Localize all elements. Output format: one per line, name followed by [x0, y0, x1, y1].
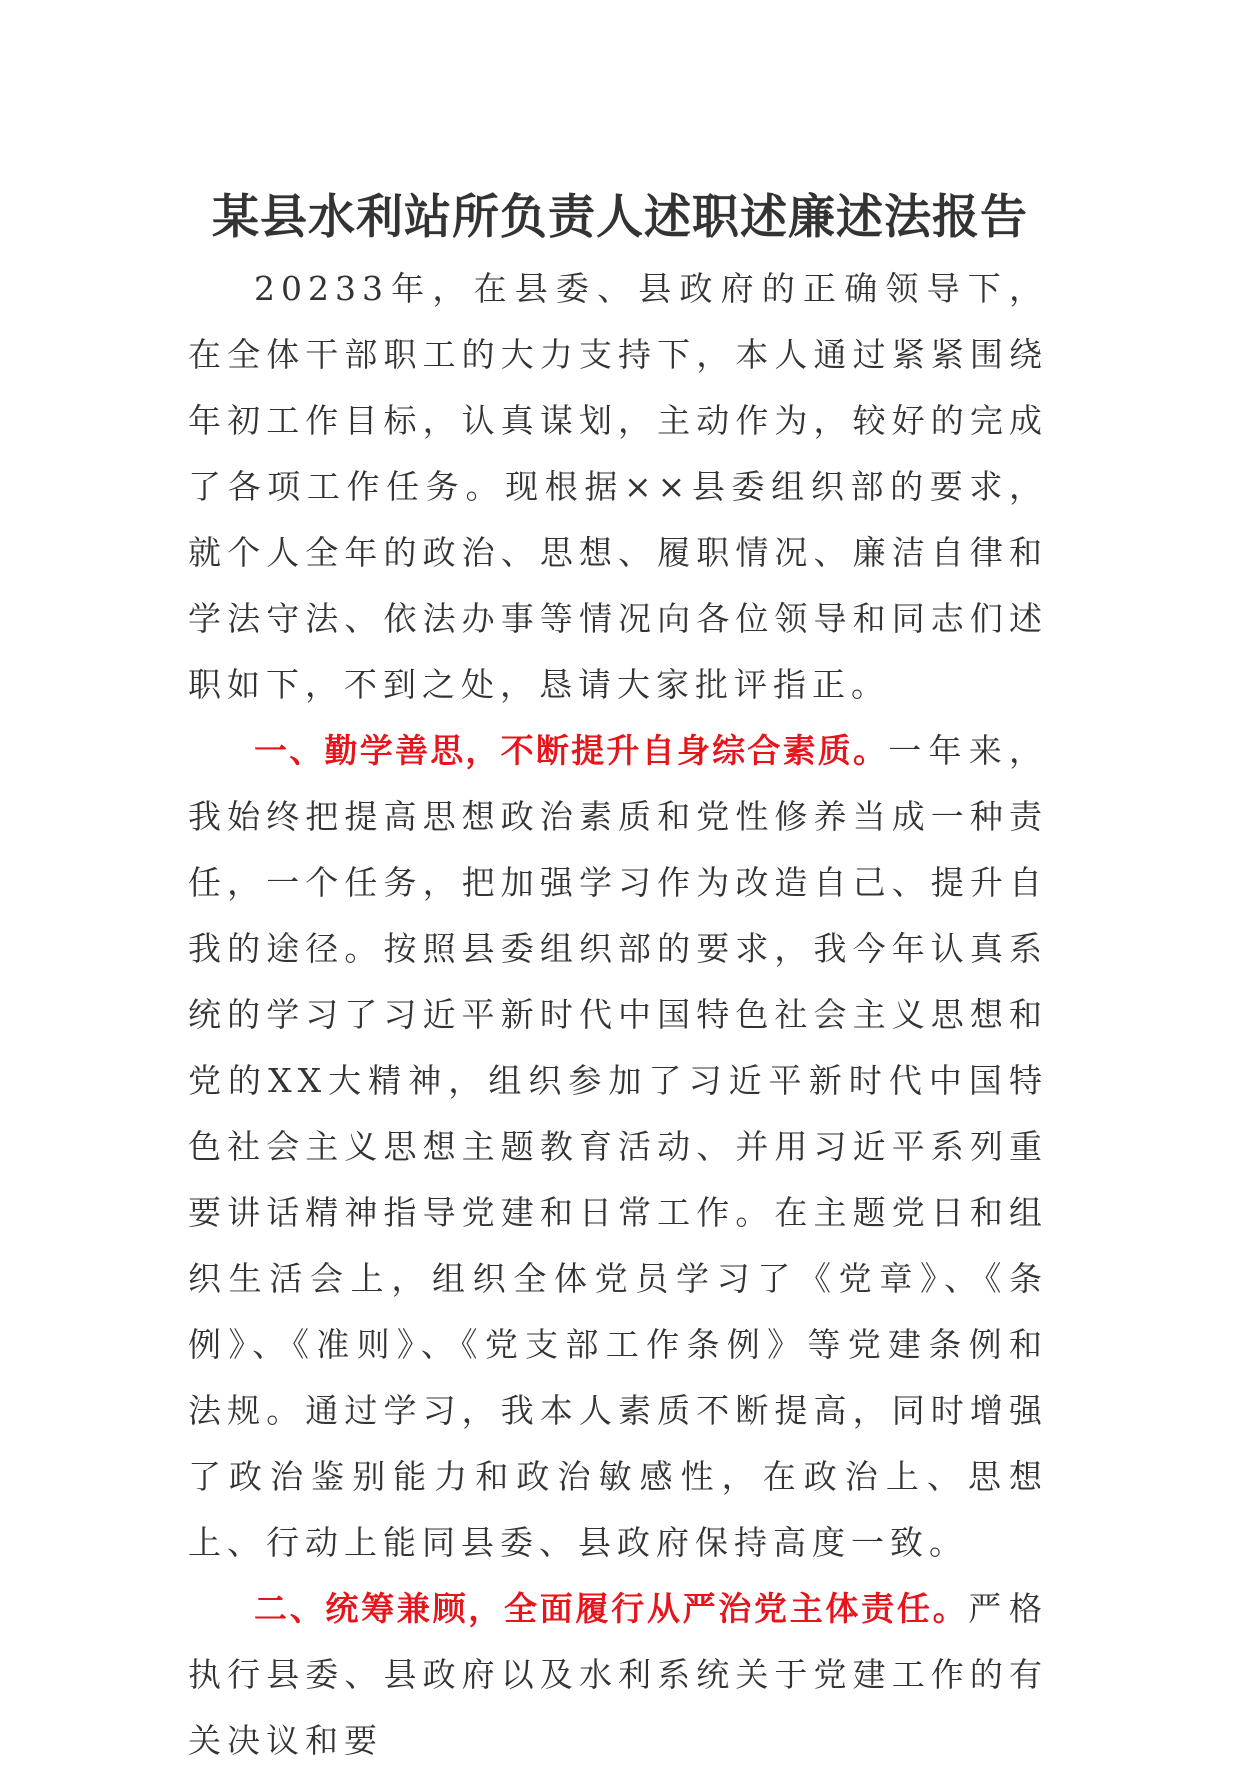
document-body	[188, 256, 1048, 1774]
section-text-1: 一年来，我始终把提高思想政治素质和党性修养当成一种责任，一个任务，把加强学习作为改造自己、提升自我的途径。按照县委组织部的要求，我今年认真系统的学习了习近平新时代中国特色社会主义思想和党的XX大精神，组织参加了习近平新时代中国特色社会主义思想主题教育活动、并用习近平系列重要讲话精神指导党建和日常工作。在主题党日和组织生活会上，组织全体党员学习了《党章》、《条例》、《准则》、《党支部工作条例》等党建条例和法规。通过学习，我本人素质不断提高，同时增强了政治鉴别能力和政治敏感性，在政治上、思想上、行动上能同县委、县政府保持高度一致。	[188, 731, 1049, 1562]
section-heading-1: 一、勤学善思，不断提升自身综合素质。	[254, 731, 889, 770]
section-text-2: 严格执行县委、县政府以及水利系统关于党建工作的有关决议和要	[188, 1589, 1049, 1760]
intro-paragraph: 20233年，在县委、县政府的正确领导下，在全体干部职工的大力支持下，本人通过紧紧围绕年初工作目标，认真谋划，主动作为，较好的完成了各项工作任务。现根据××县委组织部的要求，就个人全年的政治、思想、履职情况、廉洁自律和学法守法、依法办事等情况向各位领导和同志们述职如下，不到之处，恳请大家批评指正。	[188, 269, 1048, 704]
section-heading-2: 二、统筹兼顾，全面履行从严治党主体责任。	[254, 1589, 969, 1628]
section-paragraph-2	[188, 1576, 1048, 1774]
section-paragraph-1	[188, 718, 1048, 1576]
document-title: 某县水利站所负责人述职述廉述法报告	[212, 190, 1028, 245]
